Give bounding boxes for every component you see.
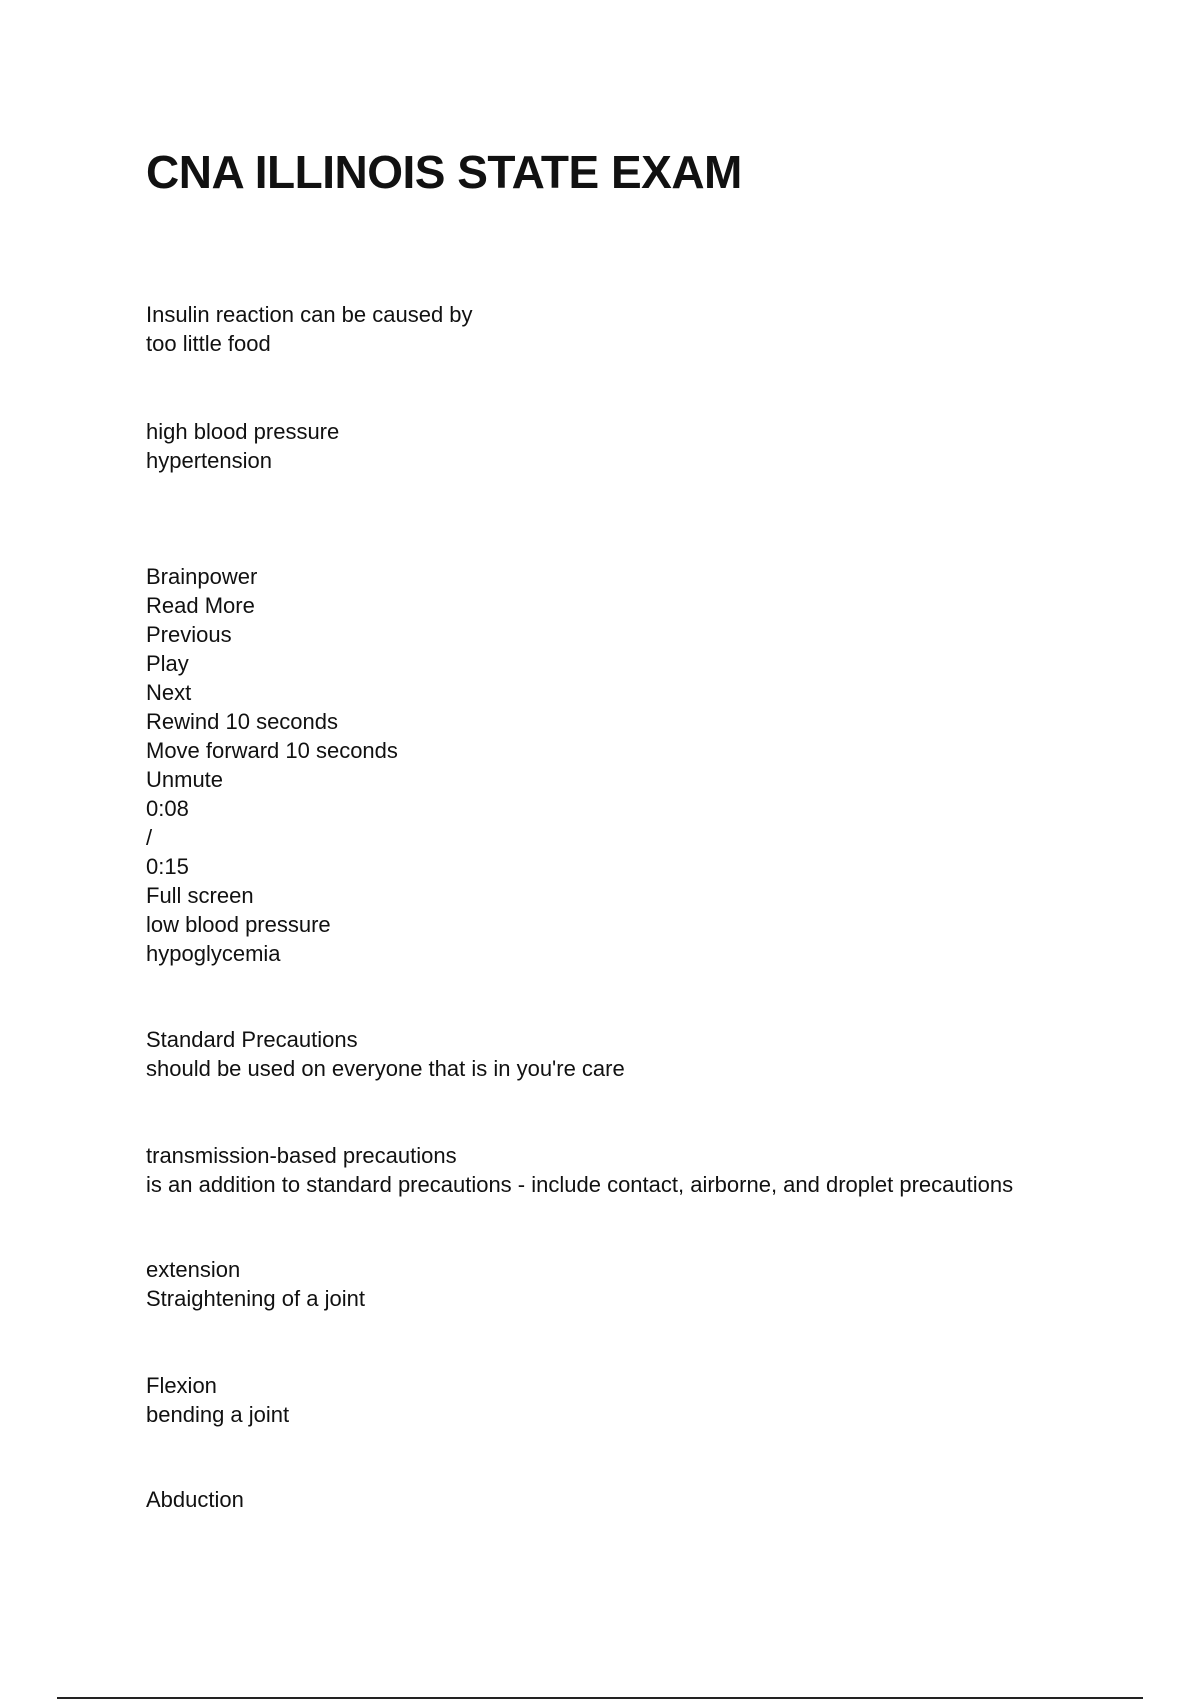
card-term: Insulin reaction can be caused by [146,302,473,327]
flashcard-media-text-block [146,562,1146,968]
current-time-text: 0:08 [146,796,189,821]
card-definition: too little food [146,331,271,356]
page-bottom-rule [57,1697,1143,1699]
unmute-text: Unmute [146,767,224,792]
flashcard-transmission-based-precautions [146,1141,1146,1199]
forward-text: Move forward 10 seconds [146,738,398,763]
flashcard-high-blood-pressure [146,417,1146,475]
card-term: Flexion [146,1373,217,1398]
play-text: Play [146,651,189,676]
document-title: CNA ILLINOIS STATE EXAM [146,146,742,198]
previous-text: Previous [146,622,232,647]
card-term: transmission-based precautions [146,1143,457,1168]
card-definition: should be used on everyone that is in you're care [146,1056,625,1081]
next-text: Next [146,680,192,705]
flashcard-standard-precautions [146,1025,1146,1083]
card-term: Standard Precautions [146,1027,358,1052]
card-definition: Straightening of a joint [146,1286,365,1311]
card-term: high blood pressure [146,419,340,444]
flashcard-flexion [146,1371,1146,1429]
time-separator-text: / [146,825,153,850]
brainpower-label: Brainpower [146,564,258,589]
card-term: extension [146,1257,241,1282]
card-term: Abduction [146,1487,244,1512]
card-definition: hypoglycemia [146,941,281,966]
rewind-text: Rewind 10 seconds [146,709,339,734]
read-more-text: Read More [146,593,255,618]
card-definition: is an addition to standard precautions - include contact, airborne, and droplet precautions [146,1172,1014,1197]
card-definition: bending a joint [146,1402,290,1427]
flashcard-list [146,300,1146,1514]
card-term: low blood pressure [146,912,331,937]
card-definition: hypertension [146,448,272,473]
flashcard-abduction [146,1485,1146,1514]
full-screen-text: Full screen [146,883,254,908]
flashcard-insulin-reaction [146,300,1146,358]
duration-text: 0:15 [146,854,189,879]
flashcard-extension [146,1255,1146,1313]
